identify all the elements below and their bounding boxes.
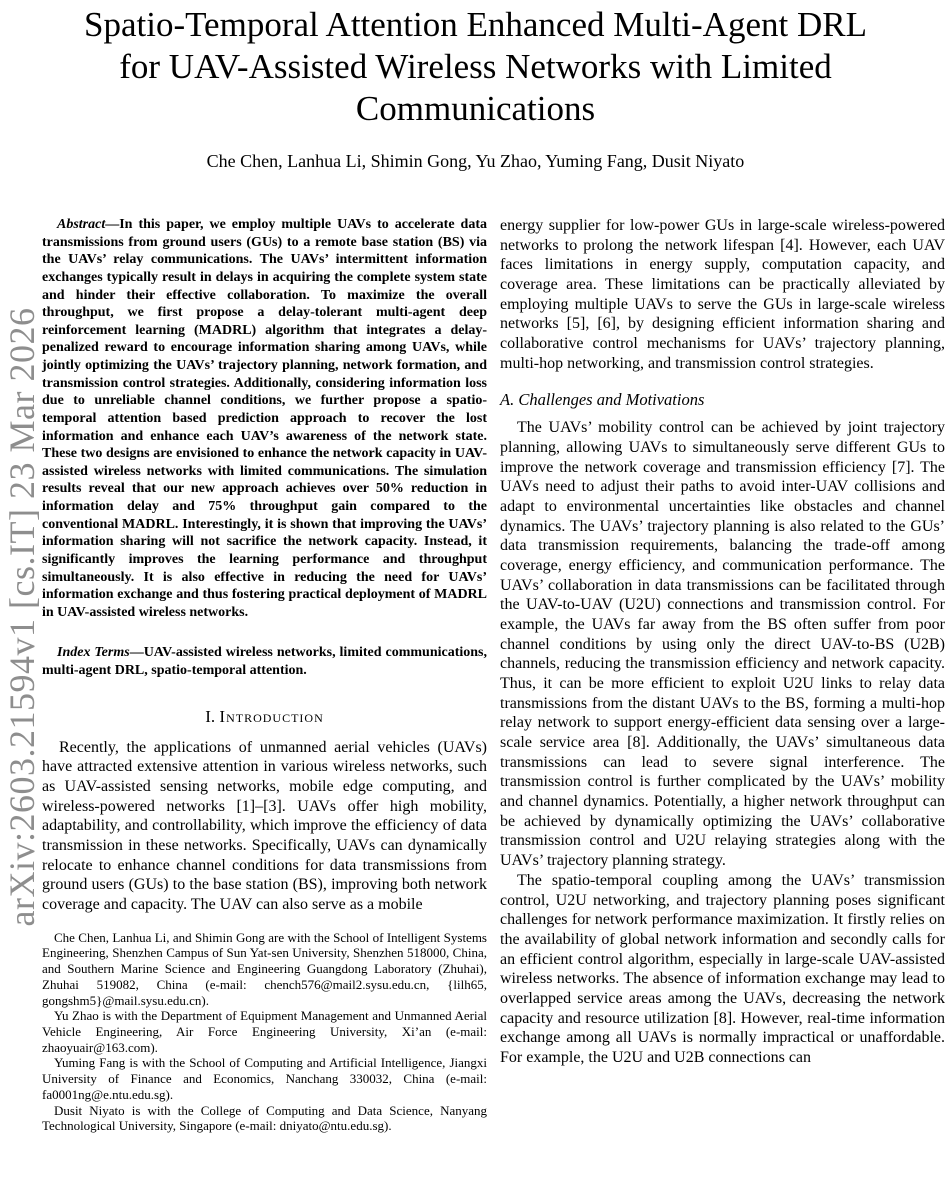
challenges-paragraph-1: The UAVs’ mobility control can be achieved by joint trajectory planning, allowing UAVs to simultaneously serve different GUs to improve the network coverage and transmission efficiency [7]. The UAVs need to adjust their paths to avoid inter-UAV collisions and adapt to environmental uncertainties like obstacles and channel dynamics. The UAVs’ trajectory planning is also related to the GUs’ data transmission requirements, balancing the trade-off among coverage, energy efficiency, and communication performance. The UAVs’ collaboration in data transmissions can be facilitated through the UAV-to-UAV (U2U) connections and transmission control. For example, the UAVs far away from the BS often suffer from poor channel conditions by using only the direct UAV-to-BS (U2B) channels, reducing the transmission efficiency and network capacity. Thus, it can be more efficient to exploit U2U links to relay data transmissions from the distant UAVs to the BS, forming a multi-hop relay network to support energy-efficient data sensing over a large-scale service area [8]. Additionally, the UAVs’ simultaneous data transmissions can lead to severe signal interference. The transmission control is further complicated by the UAVs’ mobility and channel dynamics. Potentially, a higher network throughput can be achieved by dynamically optimizing the UAVs’ collaborative transmission control and U2U relaying strategies along with the UAVs’ trajectory planning strategy. <box>500 419 945 870</box>
author-list: Che Chen, Lanhua Li, Shimin Gong, Yu Zhao, Yuming Fang, Dusit Niyato <box>206 151 745 171</box>
subsection-heading-challenges: A. Challenges and Motivations <box>500 390 705 410</box>
section-heading-introduction <box>42 707 487 727</box>
footnote-affiliation-4: Dusit Niyato is with the College of Computing and Data Science, Nanyang Technological University, Singapore (e-mail: dniyato@ntu.edu.sg). <box>42 1102 487 1134</box>
abstract-text: —In this paper, we employ multiple UAVs to accelerate data transmissions from ground users (GUs) to a remote base station (BS) via the UAVs’ relay communications. The UAVs’ intermittent information exchanges typically result in delays in acquiring the complete system state and hinder their effective collaboration. To maximize the overall throughput, we first propose a delay-tolerant multi-agent deep reinforcement learning (MADRL) algorithm that integrates a delay-penalized reward to encourage information sharing among UAVs, while jointly optimizing the UAVs’ trajectory planning, network formation, and transmission control strategies. Additionally, considering information loss due to unreliable channel conditions, we further propose a spatio-temporal attention based prediction approach to recover the lost information and enhance each UAV’s awareness of the network state. These two designs are envisioned to enhance the network capacity in UAV-assisted wireless networks with limited communications. The simulation results reveal that our new approach achieves over 50% reduction in information delay and 75% throughput gain compared to the conventional MADRL. Interestingly, it is shown that improving the UAVs’ information sharing will not sacrifice the network capacity. Instead, it significantly improves the learning performance and throughput simultaneously. It is also effective in reducing the need for UAVs’ information exchange and thus fostering practical deployment of MADRL in UAV-assisted wireless networks. <box>42 217 487 620</box>
index-terms-text: —UAV-assisted wireless networks, limited communications, multi-agent DRL, spatio-temporal attention. <box>42 645 487 678</box>
abstract-paragraph <box>42 216 487 621</box>
section-number: I. <box>205 706 216 726</box>
footnotes-block <box>42 930 487 1134</box>
abstract-label: Abstract <box>57 217 106 232</box>
paper-title: Spatio-Temporal Attention Enhanced Multi-Agent DRL for UAV-Assisted Wireless Networks with Limited Communications <box>84 5 867 128</box>
introduction-paragraph-1: Recently, the applications of unmanned aerial vehicles (UAVs) have attracted extensive attention in various wireless networks, such as UAV-assisted sensing networks, mobile edge computing, and wireless-powered networks [1]–[3]. UAVs offer high mobility, adaptability, and controllability, which improve the efficiency of data transmission in these networks. Specifically, UAVs can dynamically relocate to enhance channel conditions for data transmissions from ground users (GUs) to the base station (BS), improving both network coverage and capacity. The UAV can also serve as a mobile <box>42 738 487 913</box>
footnote-affiliation-2: Yu Zhao is with the Department of Equipment Management and Unmanned Aerial Vehicle Engineering, Air Force Engineering University, Xi’an (e-mail: zhaoyuair@163.com). <box>42 1008 487 1055</box>
index-terms-label: Index Terms <box>57 645 130 661</box>
two-column-body <box>42 216 945 1134</box>
index-terms-paragraph <box>42 644 487 679</box>
left-column <box>42 216 487 1134</box>
footnote-affiliation-3: Yuming Fang is with the School of Computing and Artificial Intelligence, Jiangxi University of Finance and Economics, Nanchang 330032, China (e-mail: fa0001ng@e.ntu.edu.sg). <box>42 1055 487 1102</box>
arxiv-watermark: arXiv:2603.21594v1 [cs.IT] 23 Mar 2026 <box>2 307 42 927</box>
footnote-affiliation-1: Che Chen, Lanhua Li, and Shimin Gong are with the School of Intelligent Systems Engineering, Shenzhen Campus of Sun Yat-sen University, Shenzhen 518000, China, and Southern Marine Science and Engineering Guangdong Laboratory (Zhuhai), Zhuhai 519082, China (e-mail: chench576@mail2.sysu.edu.cn, {lilh65, gongshm5}@mail.sysu.edu.cn). <box>42 929 487 1008</box>
section-title: Introduction <box>219 706 324 726</box>
introduction-paragraph-1-continued: energy supplier for low-power GUs in large-scale wireless-powered networks to prolong the network lifespan [4]. However, each UAV faces limitations in energy supply, computation capacity, and coverage area. These limitations can be practically alleviated by employing multiple UAVs to serve the GUs in large-scale wireless networks [5], [6], by designing efficient information sharing and collaborative control mechanisms for UAVs’ trajectory planning, multi-hop networking, and transmission control strategies. <box>500 217 945 372</box>
right-column <box>500 216 945 1134</box>
challenges-paragraph-2: The spatio-temporal coupling among the UAVs’ transmission control, U2U networking, and trajectory planning poses significant challenges for network performance maximization. It firstly relies on the availability of global network information and secondly calls for an efficient control algorithm, especially in large-scale UAV-assisted wireless networks. The absence of information exchange may lead to overlapped service areas among the UAVs, decreasing the network capacity and resource utilization [8]. However, real-time information exchange among all UAVs is normally impractical or unaffordable. For example, the U2U and U2B connections can <box>500 871 945 1066</box>
